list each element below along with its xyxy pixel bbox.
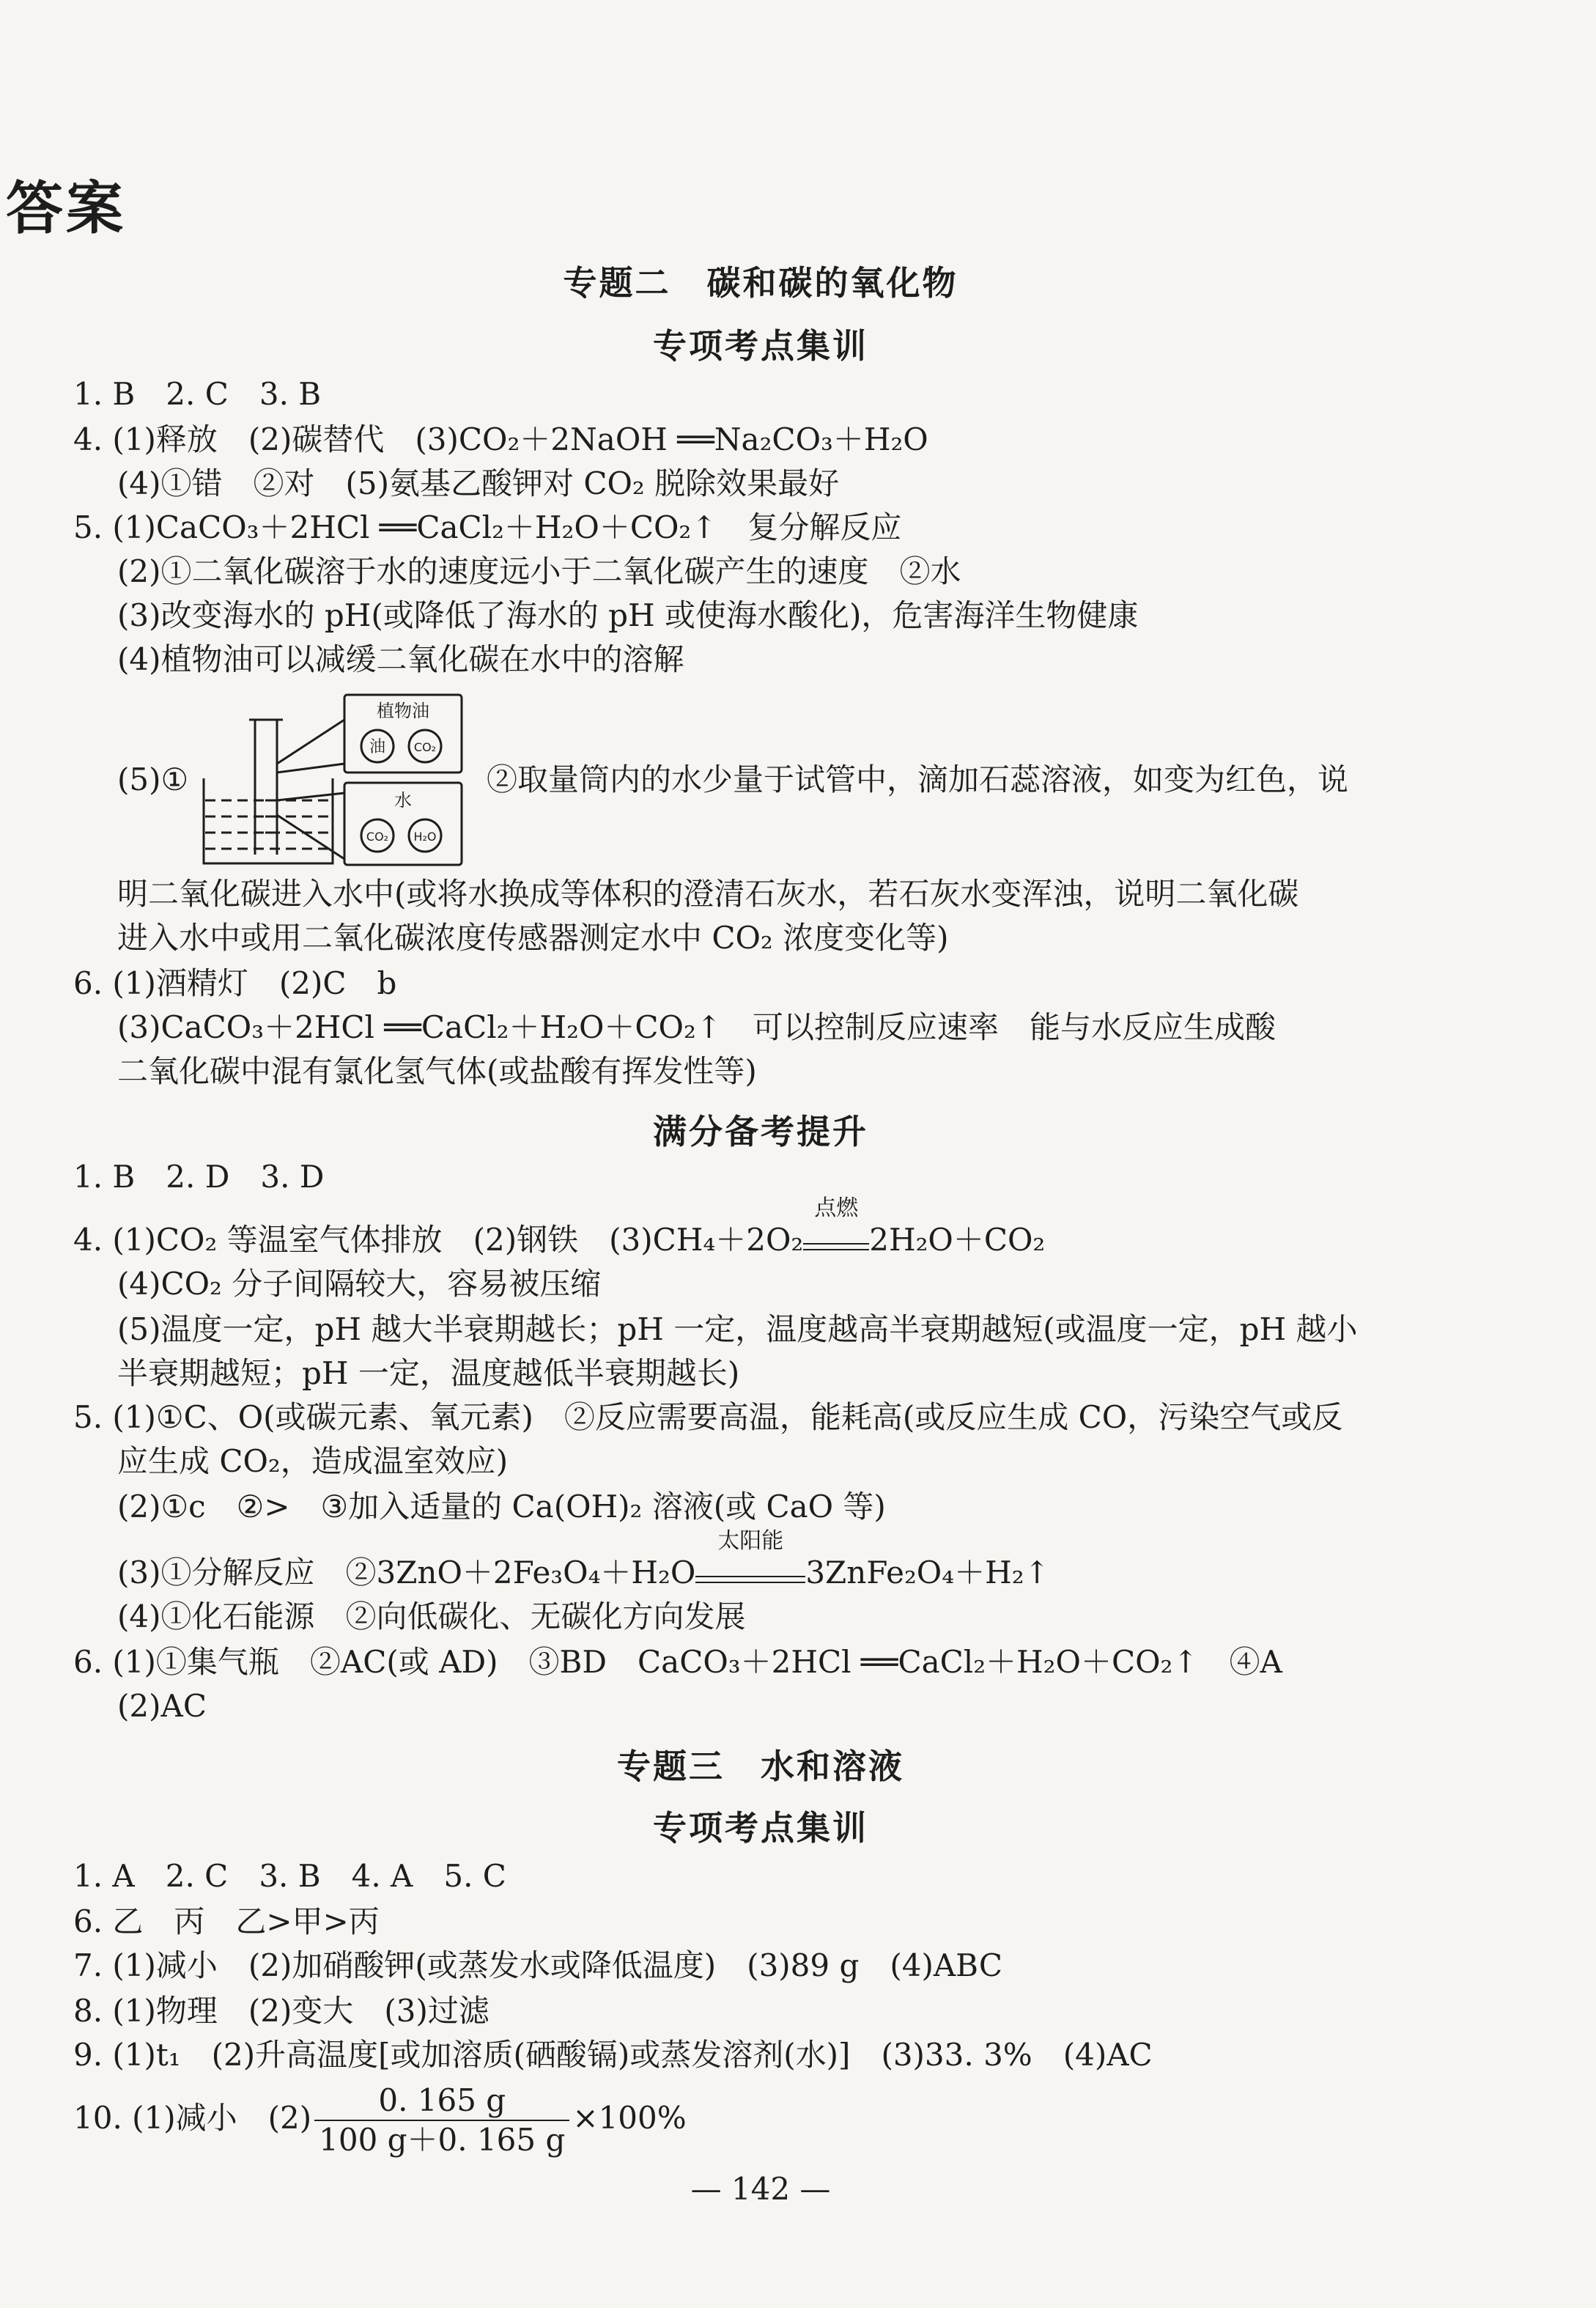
subsection-title: 专项考点集训: [653, 326, 868, 366]
section-title-2: 专题二 碳和碳的氧化物: [563, 263, 958, 303]
condition-label: 点燃: [814, 1195, 859, 1221]
answer-line: 二氧化碳中混有氯化氢气体(或盐酸有挥发性等): [117, 1053, 757, 1089]
co2-molecule-text: CO₂: [413, 740, 437, 754]
answer-line: (4)CO₂ 分子间隔较大，容易被压缩: [117, 1266, 602, 1302]
beaker-outline: [204, 778, 333, 863]
subsection-title: 专项考点集训: [653, 1808, 868, 1848]
answer-line: 6. (1)①集气瓶 ②AC(或 AD) ③BD CaCO₃＋2HCl ══CaCl₂＋H₂O＋CO₂↑ ④A: [73, 1644, 1282, 1680]
fraction-prefix: 10. (1)减小 (2): [73, 2100, 312, 2136]
answer-line: 5. (1)CaCO₃＋2HCl ══CaCl₂＋H₂O＋CO₂↑ 复分解反应: [73, 509, 902, 545]
answer-line: (3)CaCO₃＋2HCl ══CaCl₂＋H₂O＋CO₂↑ 可以控制反应速率 能与水反应生成酸: [117, 1009, 1276, 1045]
reaction-condition: [803, 1195, 869, 1250]
equation-part: 4. (1)CO₂ 等温室气体排放 (2)钢铁 (3)CH₄＋2O₂: [73, 1222, 804, 1258]
answer-line: 进入水中或用二氧化碳浓度传感器测定水中 CO₂ 浓度变化等): [117, 920, 949, 956]
fraction-denominator: 100 g＋0. 165 g: [319, 2122, 566, 2158]
co2-molecule-text: CO₂: [366, 830, 389, 844]
fraction-suffix: ×100%: [572, 2100, 687, 2136]
answer-line: (2)AC: [117, 1688, 207, 1724]
answer-line: 1. B 2. D 3. D: [73, 1159, 325, 1195]
oil-molecule-text: 油: [369, 738, 386, 756]
section-title-3: 专题三 水和溶液: [617, 1747, 904, 1786]
equation-part: 2H₂O＋CO₂: [869, 1222, 1046, 1258]
answer-line: 6. (1)酒精灯 (2)C b: [73, 965, 397, 1001]
fraction-numerator: 0. 165 g: [314, 2082, 569, 2121]
answer-line: 9. (1)t₁ (2)升高温度[或加溶质(硒酸镉)或蒸发溶剂(水)] (3)33. 3% (4)AC: [73, 2037, 1153, 2073]
h2o-molecule-text: H₂O: [413, 830, 437, 844]
page-title: 答案: [6, 176, 127, 242]
cylinder-outline: [255, 720, 277, 855]
answer-line: (4)①化石能源 ②向低碳化、无碳化方向发展: [117, 1599, 746, 1634]
answer-line: 1. B 2. C 3. B: [73, 376, 322, 412]
answer-line: 5. (1)①C、O(或碳元素、氧元素) ②反应需要高温，能耗高(或反应生成 CO，污染空气或反: [73, 1399, 1343, 1435]
equation-part: (3)①分解反应 ②3ZnO＋2Fe₃O₄＋H₂O: [117, 1555, 696, 1590]
answer-line: (2)①二氧化碳溶于水的速度远小于二氧化碳产生的速度 ②水: [117, 553, 961, 589]
water-label: 水: [394, 790, 412, 811]
subsection-title: 满分备考提升: [653, 1112, 868, 1151]
experiment-diagram: [198, 690, 469, 871]
answer-line: 半衰期越短；pH 一定，温度越低半衰期越长): [117, 1355, 740, 1391]
answer-line-equation: [117, 1528, 1050, 1593]
condition-label: 太阳能: [717, 1528, 784, 1554]
answer-line-fraction: [73, 2082, 687, 2159]
fraction: [314, 2082, 569, 2159]
answer-line: (3)改变海水的 pH(或降低了海水的 pH 或使海水酸化)，危害海洋生物健康: [117, 597, 1139, 633]
oil-label: 植物油: [377, 701, 429, 721]
answer-line: ②取量筒内的水少量于试管中，滴加石蕊溶液，如变为红色，说: [487, 762, 1349, 797]
answer-line-prefix: (5)①: [117, 762, 189, 797]
answer-line: 1. A 2. C 3. B 4. A 5. C: [73, 1858, 506, 1894]
reaction-condition: [695, 1528, 805, 1583]
answer-line: (5)温度一定，pH 越大半衰期越长；pH 一定，温度越高半衰期越短(或温度一定，pH 越小: [117, 1311, 1358, 1347]
equation-part: 3ZnFe₂O₄＋H₂↑: [805, 1555, 1050, 1590]
answer-line: (2)①c ②> ③加入适量的 Ca(OH)₂ 溶液(或 CaO 等): [117, 1489, 886, 1524]
answer-line: 应生成 CO₂，造成温室效应): [117, 1443, 509, 1479]
page-number: — 142 —: [690, 2171, 831, 2207]
answer-line: 6. 乙 丙 乙>甲>丙: [73, 1903, 380, 1939]
answer-line: 7. (1)减小 (2)加硝酸钾(或蒸发水或降低温度) (3)89 g (4)ABC: [73, 1947, 1002, 1983]
answer-line: 明二氧化碳进入水中(或将水换成等体积的澄清石灰水，若石灰水变浑浊，说明二氧化碳: [117, 876, 1299, 912]
answer-line: (4)植物油可以减缓二氧化碳在水中的溶解: [117, 641, 684, 677]
answer-line: 8. (1)物理 (2)变大 (3)过滤: [73, 1993, 489, 2029]
answer-line: (4)①错 ②对 (5)氨基乙酸钾对 CO₂ 脱除效果最好: [117, 465, 840, 501]
answer-line: 4. (1)释放 (2)碳替代 (3)CO₂＋2NaOH ══Na₂CO₃＋H₂O: [73, 421, 928, 457]
answer-line-equation: [73, 1195, 1046, 1261]
